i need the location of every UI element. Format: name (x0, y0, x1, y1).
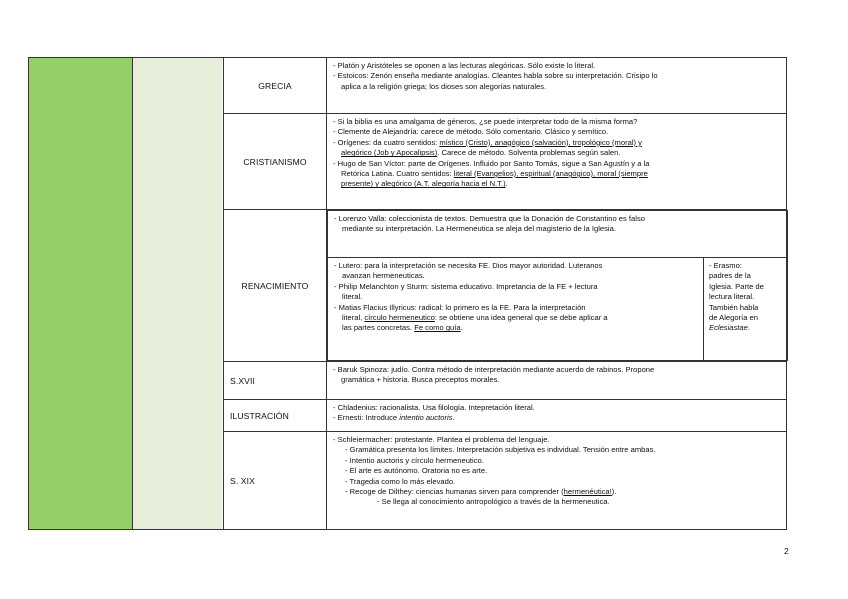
label-ilustracion: ILUSTRACIÓN (224, 400, 327, 432)
text-line: mediante su interpretación. La Hermeneutica se aleja del magisterio de la Iglesia. (342, 224, 616, 234)
renacimiento-main (328, 258, 704, 361)
page-number: 2 (784, 546, 789, 556)
frame-divider (132, 57, 133, 530)
underlined-text: presente) y alegórico (A.T. alegoría hacia el N.T.) (341, 179, 506, 189)
label-sxix: S. XIX (224, 432, 327, 530)
content-cristianismo (327, 114, 787, 210)
content-ilustracion (327, 400, 787, 432)
text-line: - Erasmo: (709, 261, 742, 270)
text-line (709, 323, 785, 333)
text-line (333, 148, 780, 158)
text-line: - Clemente de Alejandría: carece de método. Sólo comentario. Clásico y semítico. (333, 127, 609, 137)
renacimiento-top (328, 211, 788, 258)
text-line: - Tragedia como lo más elevado. (345, 476, 456, 486)
text-line (333, 413, 780, 423)
text-line: gramática + historia. Busca preceptos morales. (341, 375, 500, 385)
frame-top (29, 57, 223, 58)
text-line (333, 179, 780, 189)
text-line: - Baruk Spinoza: judío. Contra método de interpretación mediante acuerdo de rabinos. Propone (333, 365, 655, 374)
text-line: - Si la biblia es una amalgama de géneros, ¿se puede interpretar todo de la misma forma? (333, 117, 638, 126)
row-grecia (224, 58, 787, 114)
text-line: - Lorenzo Valla: coleccionista de textos. Demuestra que la Donación de Constantino es falso (334, 214, 645, 223)
italic-text: intentio auctoris (399, 413, 453, 423)
pale-column (133, 57, 222, 529)
text-line: - Lutero: para la interpretación se necesita FE. Dios mayor autoridad. Luteranos (334, 261, 603, 270)
history-table (223, 57, 787, 530)
text-line (333, 169, 780, 179)
text-run: ). (611, 487, 617, 497)
text-line: aplica a la religión griega; los dioses son alegorías naturales. (341, 81, 547, 91)
text-line: - Se llega al conocimiento antropológico a través de la hermeneutica. (377, 497, 610, 507)
text-line: - El arte es autónomo. Oratoria no es arte. (345, 466, 488, 476)
text-line (333, 138, 780, 148)
text-run: : se obtiene una idea general que se debe aplicar a (434, 313, 608, 323)
row-cristianismo (224, 114, 787, 210)
text-run: . (505, 179, 508, 189)
text-line: También habla (709, 302, 759, 312)
content-sxvii (327, 362, 787, 400)
text-line: avanzan hermeneuticas. (342, 271, 425, 281)
text-run: . (460, 323, 463, 333)
label-grecia: GRECIA (224, 58, 327, 114)
row-sxix (224, 432, 787, 530)
label-renacimiento: RENACIMIENTO (224, 210, 327, 362)
text-run: - Orígenes: da cuatro sentidos: (333, 137, 440, 147)
text-line: - Hugo de San Víctor: parte de Orígenes. Influido por Santo Tomás, sigue a San Agustín y a la (333, 158, 650, 168)
underlined-text: hermenéutica! (563, 487, 612, 497)
text-line: - Philip Melanchton y Sturm: sistema educativo. Impretancia de la FE + lectura (334, 281, 598, 291)
label-sxvii: S.XVII (224, 362, 327, 400)
text-line: de Alegoría en (709, 313, 758, 323)
text-line: - Platón y Aristóteles se oponen a las lecturas alegóricas. Sólo existe lo literal. (333, 61, 596, 70)
underlined-text: místico (Cristo), anagógico (salvación), tropológico (moral) y (439, 137, 642, 147)
frame-bottom (29, 529, 223, 530)
text-run: . (747, 323, 750, 333)
text-line: Iglesia. Parte de (709, 281, 764, 291)
text-line: - Intentio auctoris y círculo hermeneutico. (345, 455, 484, 465)
underlined-text: alegórico (Job y Apocalipsis) (341, 148, 438, 158)
underlined-text: Fe como guía (414, 323, 461, 333)
content-sxix (327, 432, 787, 530)
text-line: literal. (342, 292, 363, 302)
text-line (333, 487, 780, 497)
text-run: las partes concretas. (342, 323, 415, 333)
green-column (29, 57, 132, 529)
content-renacimiento (327, 210, 787, 362)
content-grecia (327, 58, 787, 114)
frame-left (28, 57, 29, 530)
text-line (334, 313, 697, 323)
text-run: literal, (342, 313, 365, 323)
underlined-text: círculo hermeneutico (364, 313, 435, 323)
row-renacimiento (224, 210, 787, 362)
text-line: - Matias Flacius Illyricus: radical: lo primero es la FE. Para la interpretación (334, 302, 586, 312)
renacimiento-side (704, 258, 788, 361)
text-run: - Recoge de Dilthey: ciencias humanas sirven para comprender ( (345, 487, 564, 497)
text-line (334, 323, 697, 333)
text-line: lectura literal. (709, 292, 755, 302)
text-run: . Carece de método. Solventa problemas según salen. (437, 148, 621, 158)
text-line: - Estoicos: Zenón enseña mediante analogías. Cleantes habla sobre su interpretación. Crisipo lo (333, 71, 658, 81)
text-line: - Chladenius: racionalista. Usa filología. Intepretación literal. (333, 403, 535, 412)
row-ilustracion (224, 400, 787, 432)
renacimiento-inner (327, 210, 788, 361)
text-line: - Schleiermacher: protestante. Plantea el problema del lenguaje. (333, 435, 550, 444)
text-run: Retórica Latina. Cuatro sentidos: (341, 169, 454, 179)
underlined-text: literal (Evangelios), espiritual (anagógico), moral (siempre (453, 169, 648, 179)
text-line: - Gramática presenta los límites. Interpretación subjetiva es individual. Tensión entre ambas. (345, 445, 656, 455)
text-line: padres de la (709, 271, 751, 281)
text-run: . (452, 413, 455, 423)
text-run: - Ernesti: Introduce (333, 413, 400, 423)
row-sxvii (224, 362, 787, 400)
italic-text: Eclesiastae (709, 323, 748, 333)
label-cristianismo: CRISTIANISMO (224, 114, 327, 210)
